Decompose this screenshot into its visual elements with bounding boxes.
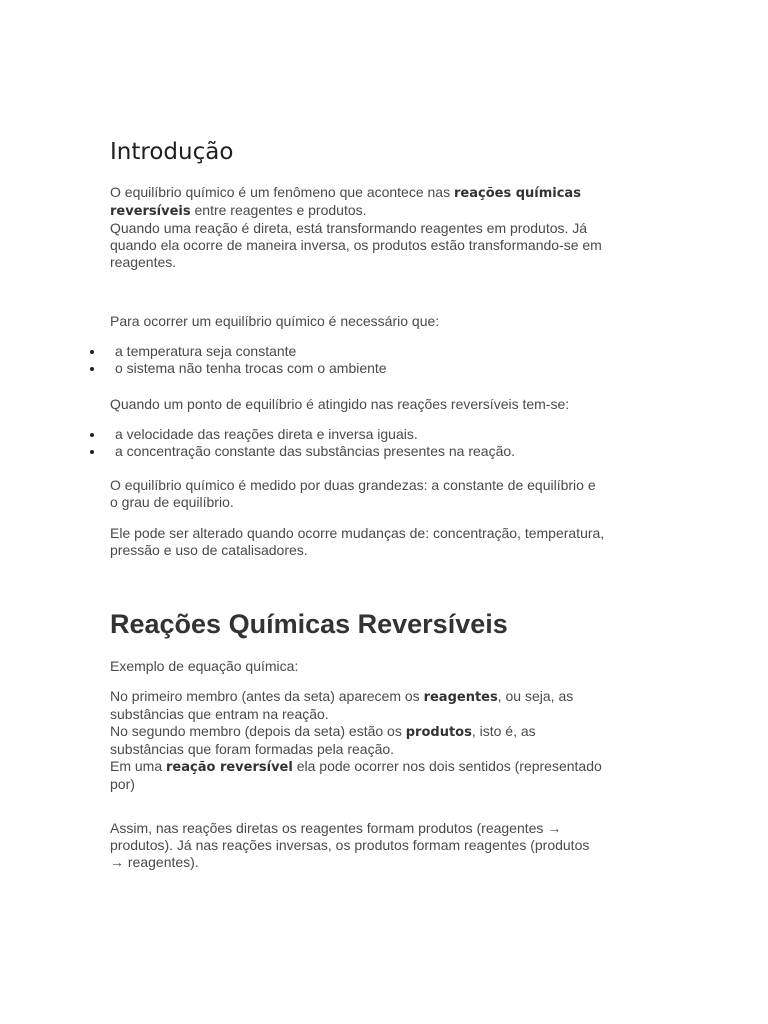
list-item: o sistema não tenha trocas com o ambiente <box>90 360 670 377</box>
bullet-icon <box>90 350 94 354</box>
bold-term: reações químicas <box>453 186 581 201</box>
list-item: a temperatura seja constante <box>90 343 670 360</box>
intro-p1-line-3: Quando uma reação é direta, está transformando reagentes em produtos. Já <box>110 220 588 236</box>
intro-p1-line-1: O equilíbrio químico é um fenômeno que acontece nas reações químicas <box>110 184 581 201</box>
intro-p1-line-2: reversíveis entre reagentes e produtos. <box>110 202 367 219</box>
list-item: a concentração constante das substâncias presentes na reação. <box>90 443 670 460</box>
bold-term: reagentes <box>423 690 498 705</box>
bold-term: reação reversível <box>166 760 293 775</box>
reversible-paragraph-1: Exemplo de equação química: <box>110 658 299 674</box>
intro-paragraph-5: Ele pode ser alterado quando ocorre mudanças de: concentração, temperatura, pressão e uso de catalisadores. <box>110 525 605 558</box>
bullet-icon <box>90 433 94 437</box>
bullet-icon <box>90 367 94 371</box>
equilibrium-properties-list <box>90 426 670 460</box>
intro-paragraph-3: Quando um ponto de equilíbrio é atingido nas reações reversíveis tem-se: <box>110 396 570 412</box>
requirements-list <box>90 343 670 377</box>
list-item: a velocidade das reações direta e inversa iguais. <box>90 426 670 443</box>
reversible-reactions-heading: Reações Químicas Reversíveis <box>110 609 508 639</box>
reversible-paragraph-2: No primeiro membro (antes da seta) aparecem os reagentes, ou seja, as substâncias que entram na reação. No segundo membro (depois da seta) estão os produtos, isto é, as substâncias que foram formadas pela reação. Em uma reação reversível ela pode ocorrer nos dois sentidos (representado por) <box>110 688 602 792</box>
intro-p1-line-5: reagentes. <box>110 254 177 270</box>
intro-heading: Introdução <box>110 139 234 165</box>
intro-paragraph-4: O equilíbrio químico é medido por duas grandezas: a constante de equilíbrio e o grau de equilíbrio. <box>110 477 596 510</box>
intro-p1-line-4: quando ela ocorre de maneira inversa, os produtos estão transformando-se em <box>110 237 602 253</box>
intro-paragraph-2: Para ocorrer um equilíbrio químico é necessário que: <box>110 313 440 329</box>
intro-paragraph-1 <box>110 184 670 271</box>
bullet-icon <box>90 450 94 454</box>
bold-term: reversíveis <box>110 204 191 219</box>
reversible-paragraph-3: Assim, nas reações diretas os reagentes formam produtos (reagentes → produtos). Já nas reações inversas, os produtos formam reagentes (produtos → reagentes). <box>110 820 590 870</box>
bold-term: produtos <box>405 725 472 740</box>
